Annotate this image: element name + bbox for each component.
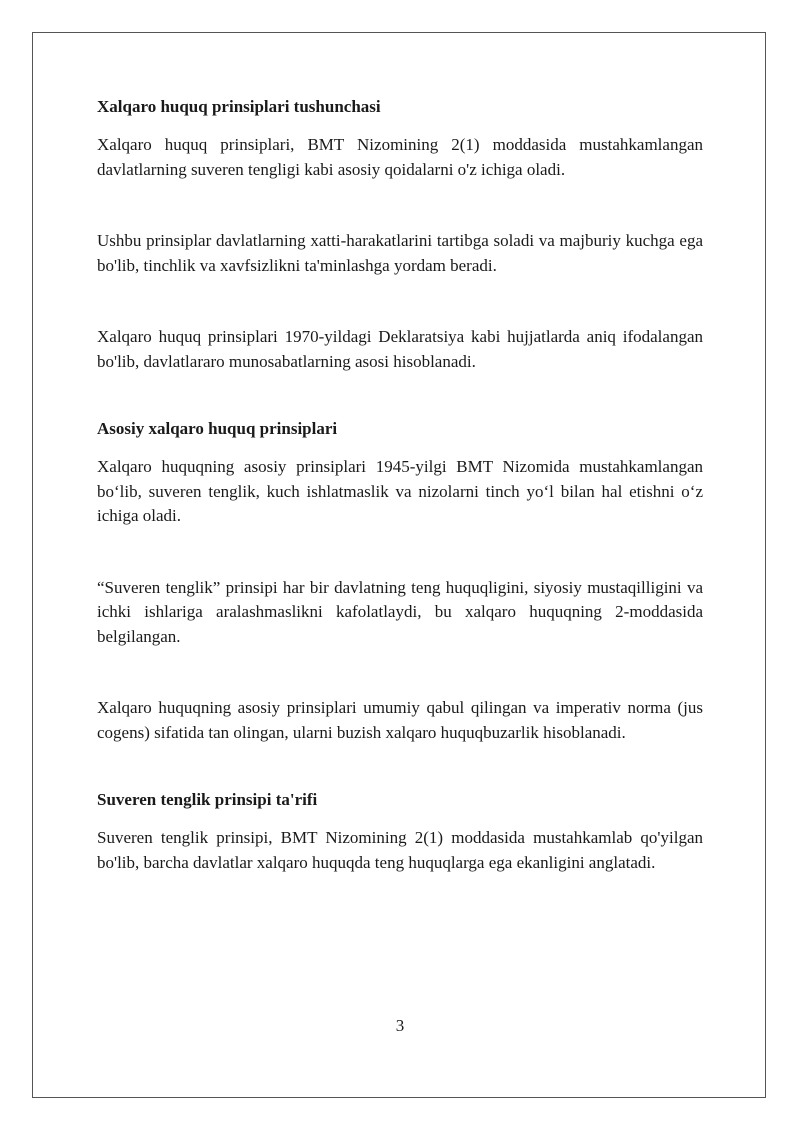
section-3: [97, 789, 703, 875]
paragraph: Suveren tenglik prinsipi, BMT Nizomining 2(1) moddasida mustahkamlab qo'yilgan bo'lib, barcha davlatlar xalqaro huquqda teng huquqlarga ega ekanligini anglatadi.: [97, 828, 703, 872]
paragraph: Ushbu prinsiplar davlatlarning xatti-harakatlarini tartibga soladi va majburiy kuchga ega bo'lib, tinchlik va xavfsizlikni ta'minlashga yordam beradi.: [97, 231, 703, 275]
section-heading: Xalqaro huquq prinsiplari tushunchasi: [97, 97, 381, 116]
section-heading: Asosiy xalqaro huquq prinsiplari: [97, 419, 338, 438]
document-body: [97, 96, 703, 875]
section-2: [97, 418, 703, 745]
page-number: 3: [395, 1016, 405, 1035]
paragraph: Xalqaro huquqning asosiy prinsiplari umumiy qabul qilingan va imperativ norma (jus cogens) sifatida tan olingan, ularni buzish xalqaro huquqbuzarlik hisoblanadi.: [97, 698, 703, 742]
paragraph: Xalqaro huquqning asosiy prinsiplari 1945-yilgi BMT Nizomida mustahkamlangan bo‘lib, suveren tenglik, kuch ishlatmaslik va nizolarni tinch yo‘l bilan hal etishni o‘z ichiga oladi.: [97, 457, 703, 525]
paragraph: “Suveren tenglik” prinsipi har bir davlatning teng huquqligini, siyosiy mustaqilligini va ichki ishlariga aralashmaslikni kafolatlaydi, bu xalqaro huquqning 2-moddasida belgilangan.: [97, 577, 703, 646]
paragraph: Xalqaro huquq prinsiplari 1970-yildagi Deklaratsiya kabi hujjatlarda aniq ifodalangan bo'lib, davlatlararo munosabatlarning asosi hisoblanadi.: [97, 327, 703, 371]
paragraph: Xalqaro huquq prinsiplari, BMT Nizomining 2(1) moddasida mustahkamlangan davlatlarning suveren tengligi kabi asosiy qoidalarni o'z ichiga oladi.: [97, 135, 703, 179]
section-1: [97, 96, 703, 374]
section-heading: Suveren tenglik prinsipi ta'rifi: [97, 790, 318, 809]
